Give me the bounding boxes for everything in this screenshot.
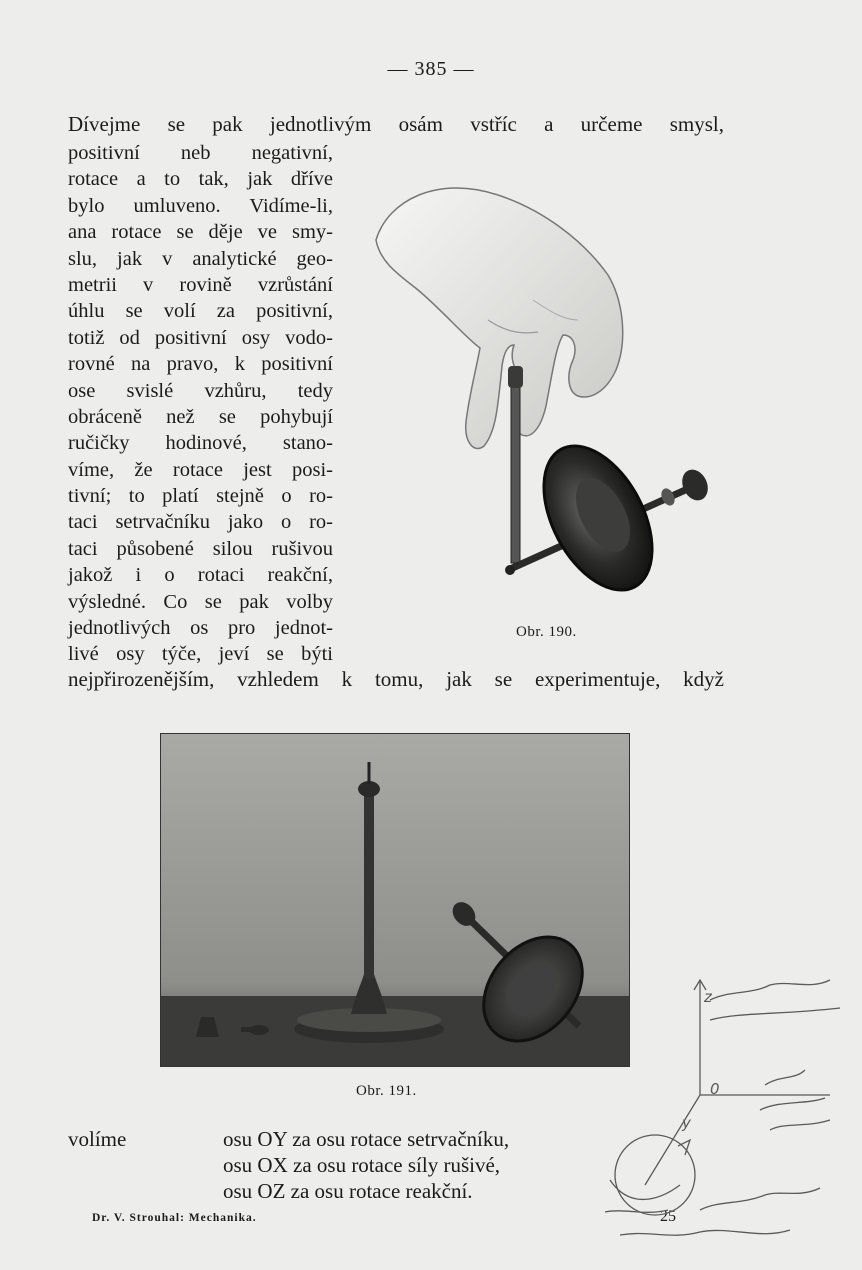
figure-190-hand-gyroscope — [368, 170, 718, 620]
svg-text:y: y — [682, 1114, 691, 1132]
page-number: — 385 — — [387, 58, 475, 80]
text-line: ana rotace se děje ve smy- — [68, 221, 333, 244]
wrapped-paragraph — [68, 140, 333, 668]
handwritten-annotations — [590, 950, 862, 1270]
text-line: rotace a to tak, jak dříve — [68, 168, 333, 191]
text-line: ose svislé vzhůru, tedy — [68, 379, 333, 402]
text-line: taci působené silou rušivou — [68, 537, 333, 560]
text-line: totiž od positivní osy vodo- — [68, 326, 333, 349]
text-line: úhlu se volí za positivní, — [68, 300, 333, 323]
text-line: ručičky hodinové, stano- — [68, 432, 333, 455]
figure-191-photograph — [160, 733, 630, 1067]
text-line: bylo umluveno. Vidíme-li, — [68, 194, 333, 217]
text-line: positivní neb negativní, — [68, 142, 333, 164]
formula-label: volíme — [68, 1127, 127, 1151]
text-line: víme, že rotace jest posi- — [68, 458, 333, 481]
text-line: slu, jak v analytické geo- — [68, 247, 333, 270]
text-line: tivní; to platí stejně o ro- — [68, 485, 333, 508]
paragraph-first-line: Dívejme se pak jednotlivým osám vstříc a určeme smysl, — [68, 112, 724, 136]
text-line: obráceně než se pohybují — [68, 405, 333, 428]
formula-line: osu OX za osu rotace síly rušivé, — [223, 1153, 501, 1177]
paragraph-last-line: nejpřirozenějším, vzhledem k tomu, jak se experimentuje, když — [68, 667, 724, 691]
footer-author: Dr. V. Strouhal: Mechanika. — [92, 1212, 257, 1224]
hand-illustration — [376, 188, 623, 449]
text-line: výsledné. Co se pak volby — [68, 590, 333, 613]
formula-line: osu OZ za osu rotace reakční. — [223, 1179, 473, 1203]
gyroscope-stand-photo — [161, 734, 629, 1066]
svg-text:z: z — [704, 988, 712, 1006]
formula-line: osu OY za osu rotace setrvačníku, — [223, 1127, 510, 1151]
text-line: metrii v rovině vzrůstání — [68, 273, 333, 296]
text-line: livé osy týče, jeví se býti — [68, 643, 333, 666]
text-line: jednotlivých os pro jednot- — [68, 617, 333, 640]
text-line: taci setrvačníku jako o ro- — [68, 511, 333, 534]
text-line: rovné na pravo, k positivní — [68, 353, 333, 376]
signature-number: 25 — [660, 1208, 676, 1225]
figure-191-caption: Obr. 191. — [356, 1083, 417, 1099]
svg-text:0: 0 — [710, 1080, 720, 1098]
text-line: jakož i o rotaci reakční, — [68, 564, 333, 587]
figure-190-caption: Obr. 190. — [516, 624, 577, 640]
